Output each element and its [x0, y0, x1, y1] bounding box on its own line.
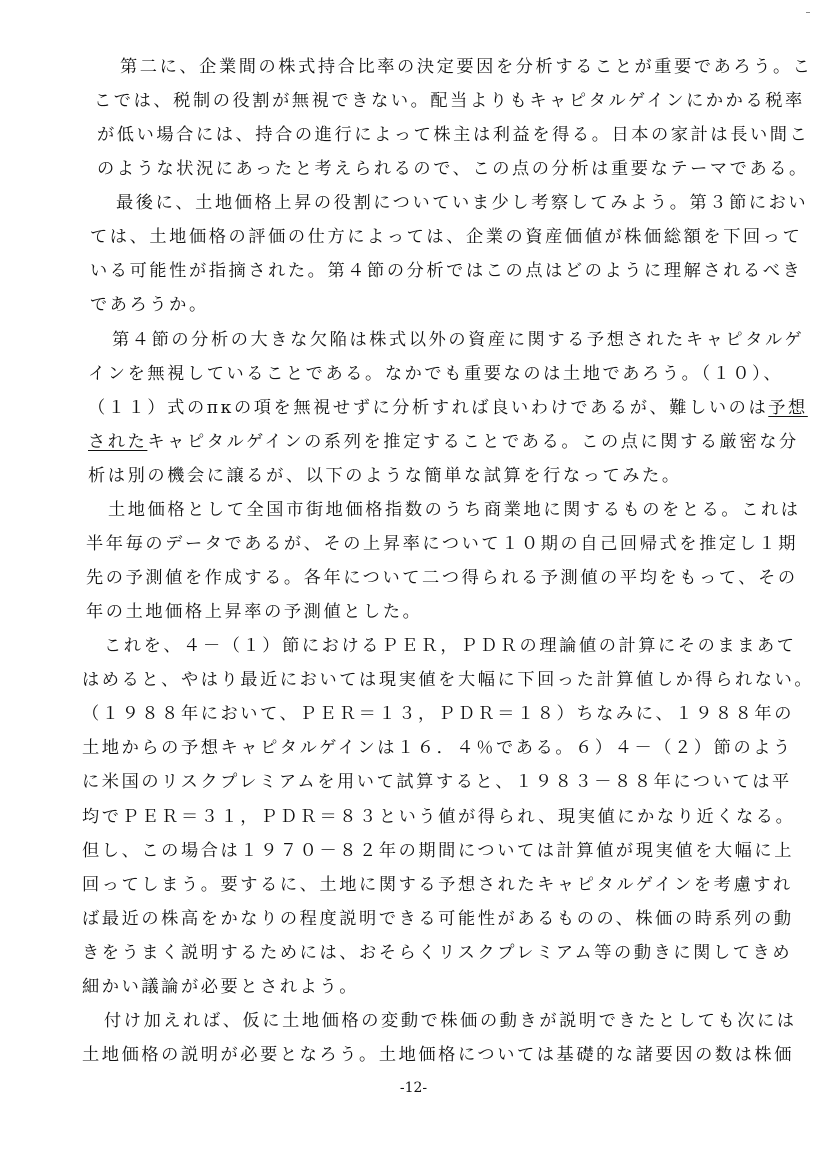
- text-line: 細かい議論が必要とされよう。: [82, 977, 360, 997]
- text-line: これを、４－（１）節におけるＰＥＲ，ＰＤＲの理論値の計算にそのままあて: [104, 636, 797, 656]
- text-line: 年の土地価格上昇率の予測値とした。: [86, 602, 423, 622]
- text-line: いる可能性が指摘された。第４節の分析ではこの点はどのように理解されるべき: [90, 261, 803, 281]
- text-line: 半年毎のデータであるが、その上昇率について１０期の自己回帰式を推定し１期: [86, 534, 799, 554]
- text-line: に米国のリスクプレミアムを用いて試算すると、１９８３－８８年については平: [82, 772, 792, 792]
- text-line: 先の予測値を作成する。各年について二つ得られる予測値の平均をもって、その: [86, 568, 798, 588]
- text-line: 第二に、企業間の株式持合比率の決定要因を分析することが重要であろう。こ: [120, 57, 813, 77]
- text-line: 付け加えれば、仮に土地価格の変動で株価の動きが説明できたとしても次には: [104, 1011, 797, 1031]
- text-line: 第４節の分析の大きな欠陥は株式以外の資産に関する予想されたキャピタルゲ: [112, 330, 805, 350]
- underlined-text: された: [88, 432, 148, 452]
- text-line: 土地価格の説明が必要となろう。土地価格については基礎的な諸要因の数は株価: [82, 1045, 795, 1065]
- text-line: 析は別の機会に譲るが、以下のような簡単な試算を行なってみた。: [88, 466, 682, 486]
- text-line: 土地価格として全国市街地価格指数のうち商業地に関するものをとる。これは: [108, 500, 801, 520]
- text-line: ては、土地価格の評価の仕方によっては、企業の資産価値が株価総額を下回って: [90, 227, 803, 247]
- text-line: （１９８８年において、ＰＥＲ＝１３，ＰＤＲ＝１８）ちなみに、１９８８年の: [82, 704, 795, 724]
- scan-mark: [806, 12, 810, 13]
- text-line: 但し、この場合は１９７０－８２年の期間については計算値が現実値を大幅に上: [82, 841, 795, 861]
- text-line: インを無視していることである。なかでも重要なのは土地であろう。（１０）、: [88, 364, 784, 384]
- text-line: ば最近の株高をかなりの程度説明できる可能性があるものの、株価の時系列の動: [82, 909, 794, 929]
- text-line: 土地からの予想キャピタルゲインは１６．４％である。６）４－（２）節のよう: [82, 738, 793, 758]
- text-line: きをうまく説明するためには、おそらくリスクプレミアム等の動きに関してきめ: [82, 943, 793, 963]
- text-line: 回ってしまう。要するに、土地に関する予想されたキャピタルゲインを考慮すれ: [82, 875, 793, 895]
- text-line: 均でＰＥＲ＝３１，ＰＤＲ＝８３という値が得られ、現実値にかなり近くなる。: [82, 807, 796, 827]
- text-segment: （１１）式のπκの項を無視せずに分析すれば良いわけであるが、難しいのは: [88, 398, 769, 418]
- text-line: はめると、やはり最近においては現実値を大幅に下回った計算値しか得られない。: [82, 670, 815, 690]
- underlined-text: 予想: [768, 398, 808, 418]
- text-line: [88, 398, 808, 418]
- text-line: が低い場合には、持合の進行によって株主は利益を得る。日本の家計は長い間こ: [97, 125, 810, 145]
- text-line: であろうか。: [90, 295, 209, 315]
- text-segment: キャピタルゲインの系列を推定することである。この点に関する厳密な分: [147, 432, 799, 452]
- text-line: 最後に、土地価格上昇の役割についていま少し考察してみよう。第３節におい: [116, 193, 809, 213]
- text-line: [88, 432, 799, 452]
- page-number: -12-: [399, 1080, 428, 1096]
- text-line: のような状況にあったと考えられるので、この点の分析は重要なテーマである。: [97, 159, 809, 179]
- text-line: こでは、税制の役割が無視できない。配当よりもキャピタルゲインにかかる税率: [94, 91, 805, 111]
